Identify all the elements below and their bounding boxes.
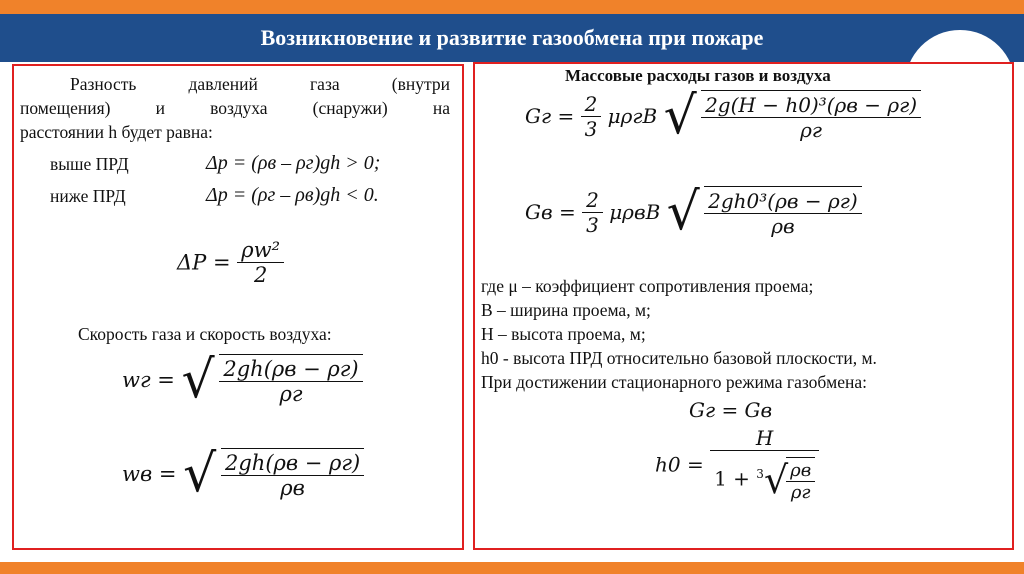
h0-formula: [655, 426, 819, 503]
word: давлений: [188, 74, 258, 94]
word: (внутри: [391, 74, 450, 94]
formula-factor: μρгB: [607, 104, 658, 128]
definition-mu: где μ – коэффициент сопротивления проема;: [481, 276, 814, 296]
sqrt-radicand: [219, 354, 362, 406]
sqrt-radicand: [704, 186, 862, 238]
fraction: [237, 238, 284, 287]
definition-b: B – ширина проема, м;: [481, 300, 651, 320]
numerator: 2gh(ρв − ρг): [224, 451, 361, 475]
numerator: 2gh(ρв − ρг): [223, 357, 359, 381]
formula-lhs: Gг =: [525, 104, 575, 128]
sqrt-icon: √: [666, 182, 700, 242]
bottom-accent-bar: [0, 562, 1024, 574]
denominator: ρв: [704, 213, 862, 238]
denominator: [710, 450, 819, 503]
below-prd-label: ниже ПРД: [50, 186, 126, 206]
top-accent-bar: [0, 0, 1024, 14]
fraction: [219, 357, 362, 406]
fraction: [704, 189, 862, 238]
page-title: Возникновение и развитие газообмена при пожаре: [260, 25, 764, 50]
gas-speed-formula: [122, 350, 363, 410]
word: газа: [310, 74, 340, 94]
fraction: [710, 426, 819, 503]
numerator: ρw²: [241, 238, 281, 262]
denominator: ρг: [786, 481, 815, 503]
intro-line-2: [20, 98, 450, 119]
denominator: 2: [237, 262, 284, 287]
formula-lhs: Gв =: [525, 200, 576, 224]
formula-lhs: wв =: [122, 462, 177, 486]
cube-root-radicand: [786, 457, 815, 503]
speed-title: Скорость газа и скорость воздуха:: [78, 324, 332, 344]
gas-mass-flow-formula: [525, 86, 921, 146]
below-prd-formula: Δp = (ρг – ρв)gh < 0.: [206, 184, 379, 206]
denominator-prefix: 1 +: [714, 466, 757, 491]
numerator: 2: [584, 91, 598, 116]
numerator: ρв: [790, 460, 812, 481]
numerator: 2gh0³(ρв − ρг): [708, 189, 858, 213]
above-prd-label: выше ПРД: [50, 154, 129, 174]
fraction: [701, 93, 921, 142]
stationary-regime-text: При достижении стационарного режима газобмена:: [481, 372, 867, 392]
coefficient-fraction: [582, 188, 603, 237]
word: помещения): [20, 98, 111, 118]
denominator: ρв: [221, 475, 364, 500]
word: воздуха: [210, 98, 268, 118]
formula-lhs: h0 =: [655, 452, 704, 477]
inner-fraction: [786, 460, 815, 503]
definition-h0: h0 - высота ПРД относительно базовой плоскости, м.: [481, 348, 877, 368]
numerator: 2g(H − h0)³(ρв − ρг): [705, 93, 918, 117]
left-panel: [12, 64, 464, 550]
pressure-difference-formula: [177, 238, 284, 287]
root-index: 3: [756, 466, 764, 481]
air-mass-flow-formula: [525, 182, 862, 242]
denominator: 3: [582, 212, 603, 237]
formula-lhs: ΔP =: [177, 250, 231, 275]
right-panel: [473, 62, 1014, 550]
numerator: 2: [586, 187, 599, 212]
above-prd-formula: Δp = (ρв – ρг)gh > 0;: [206, 152, 381, 174]
denominator: ρг: [701, 117, 921, 142]
cube-root-icon: √: [763, 458, 789, 502]
denominator: ρг: [219, 381, 362, 406]
sqrt-radicand: [221, 448, 364, 500]
definition-h: H – высота проема, м;: [481, 324, 646, 344]
fraction: [221, 451, 364, 500]
air-speed-formula: [122, 444, 364, 504]
numerator: H: [755, 426, 774, 450]
word: и: [155, 98, 165, 118]
intro-line-1: [70, 74, 450, 95]
word: (снаружи): [312, 98, 388, 118]
sqrt-icon: √: [181, 350, 215, 410]
sqrt-radicand: [701, 90, 921, 142]
sqrt-icon: √: [183, 444, 217, 504]
mass-flow-equality: Gг = Gв: [689, 398, 773, 422]
formula-lhs: wг =: [122, 368, 175, 392]
coefficient-fraction: [581, 92, 602, 141]
word: Разность: [70, 74, 137, 94]
sqrt-icon: √: [663, 86, 697, 146]
header-bar: [0, 14, 1024, 62]
intro-line-3: расстоянии h будет равна:: [20, 122, 213, 142]
formula-factor: μρвB: [609, 200, 661, 224]
denominator: 3: [581, 116, 602, 141]
mass-flow-title: Массовые расходы газов и воздуха: [565, 66, 831, 85]
word: на: [432, 98, 450, 118]
